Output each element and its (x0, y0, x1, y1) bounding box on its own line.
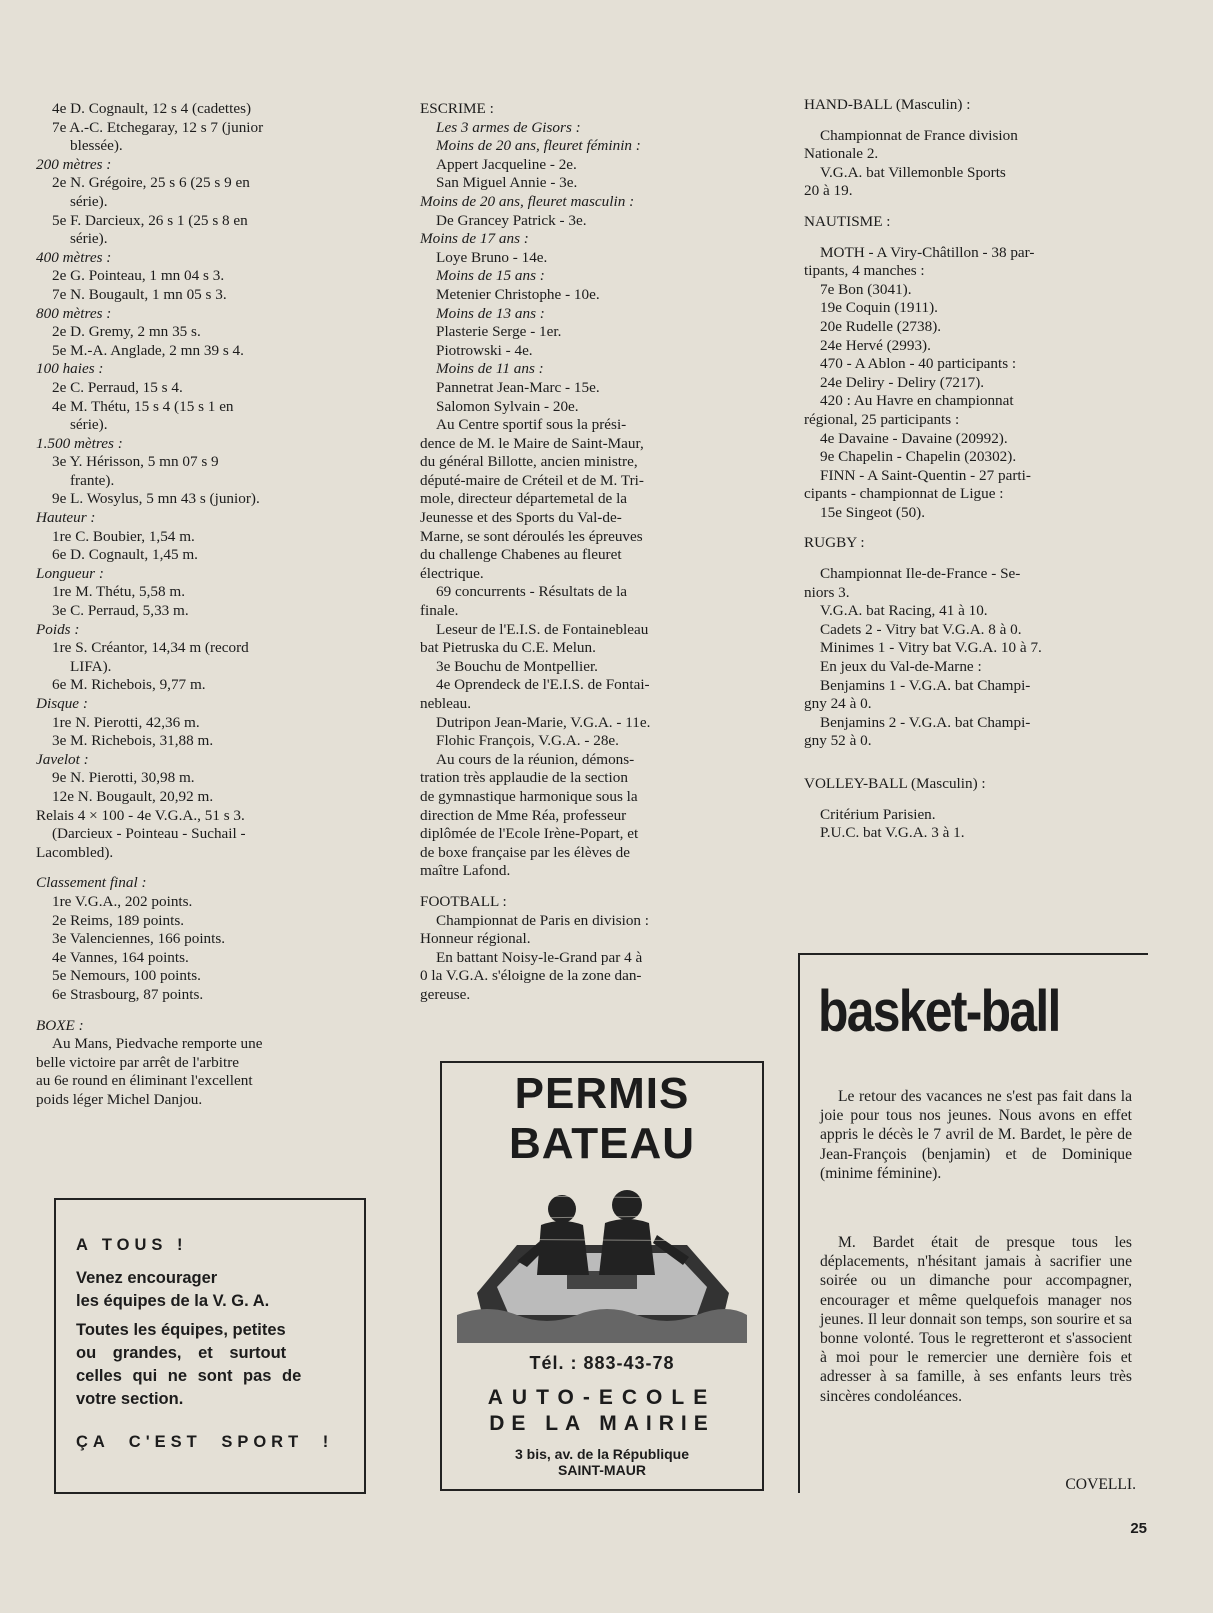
text-line: série). (70, 230, 108, 248)
text-line: Piotrowski - 4e. (436, 341, 533, 359)
section-heading: 200 mètres : (36, 155, 112, 173)
text-line: belle victoire par arrêt de l'arbitre (36, 1053, 240, 1071)
text-line: Benjamins 2 - V.G.A. bat Champi- (820, 713, 1031, 731)
text-line: 24e Deliry - Deliry (7217). (820, 373, 985, 391)
text-line: 2e D. Gremy, 2 mn 35 s. (52, 323, 201, 341)
text-line: gereuse. (420, 985, 471, 1003)
text-line: Appert Jacqueline - 2e. (436, 155, 577, 173)
text-line: 2e G. Pointeau, 1 mn 04 s 3. (52, 267, 225, 285)
section-heading: Disque : (36, 695, 88, 712)
section-heading: BOXE : (36, 1016, 84, 1034)
text-line: 2e N. Grégoire, 25 s 6 (25 s 9 en (52, 174, 250, 192)
text-line: De Grancey Patrick - 3e. (436, 211, 587, 229)
text-line: V.G.A. bat Villemonble Sports (820, 163, 1006, 181)
text-line: direction de Mme Réa, professeur (420, 806, 627, 824)
text-line: 4e M. Thétu, 15 s 4 (15 s 1 en (52, 397, 234, 415)
text-line: Relais 4 × 100 - 4e V.G.A., 51 s 3. (36, 806, 245, 824)
text-line: Benjamins 1 - V.G.A. bat Champi- (820, 676, 1031, 694)
text-line: tipants, 4 manches : (804, 262, 925, 280)
text-line: MOTH - A Viry-Châtillon - 38 par- (820, 243, 1035, 261)
text-line: 4e D. Cognault, 12 s 4 (cadettes) (52, 100, 252, 117)
text-line: 4e Oprendeck de l'E.I.S. de Fontai- (436, 676, 650, 694)
text-line: niors 3. (804, 583, 850, 601)
section-heading: Longueur : (36, 564, 104, 582)
text-line: 4e Davaine - Davaine (20992). (820, 429, 1008, 447)
text-line: du challenge Chabenes au fleuret (420, 546, 622, 564)
section-heading: Moins de 20 ans, fleuret masculin : (420, 192, 635, 210)
text-line: 3e Bouchu de Montpellier. (436, 657, 598, 675)
text-line: Critérium Parisien. (820, 805, 936, 823)
text-line: cipants - championnat de Ligue : (804, 485, 1004, 503)
text-line: 1re C. Boubier, 1,54 m. (52, 527, 195, 545)
page-number: 25 (1130, 1520, 1147, 1537)
handball-nautisme-rugby-column (804, 96, 1136, 843)
section-heading: Poids : (36, 620, 80, 638)
text-line: 9e L. Wosylus, 5 mn 43 s (junior). (52, 490, 260, 508)
text-line: 19e Coquin (1911). (820, 299, 938, 317)
spacer (804, 522, 1136, 534)
spacer (420, 881, 760, 893)
text-line: HAND-BALL (Masculin) : (804, 96, 971, 113)
text-line: 1re V.G.A., 202 points. (52, 892, 193, 910)
spacer (804, 232, 1136, 244)
text-line: 2e C. Perraud, 15 s 4. (52, 378, 183, 396)
permis-bateau-ad (440, 1061, 764, 1491)
slogan: ÇA C'EST SPORT ! (76, 1433, 334, 1451)
section-heading: Hauteur : (36, 509, 96, 527)
athletics-results-column (36, 100, 366, 1109)
ad-address-line1: 3 bis, av. de la République (514, 1446, 689, 1462)
section-heading: 800 mètres : (36, 304, 112, 322)
text-line: 5e Nemours, 100 points. (52, 967, 201, 985)
text-line: 15e Singeot (50). (820, 503, 926, 521)
ad-school-line1: AUTO-ECOLE (487, 1386, 717, 1409)
section-heading: Moins de 20 ans, fleuret féminin : (436, 137, 641, 155)
text-line: NAUTISME : (804, 212, 891, 230)
spacer (804, 115, 1136, 127)
text-line: blessée). (70, 137, 123, 155)
text-line: Pannetrat Jean-Marc - 15e. (436, 378, 600, 396)
text-line: FOOTBALL : (420, 892, 507, 910)
tous-line: les équipes de la V. G. A. (76, 1292, 270, 1310)
text-line: 3e M. Richebois, 31,88 m. (52, 732, 214, 750)
text-line: 3e Valenciennes, 166 points. (52, 930, 226, 948)
text-line: Marne, se sont déroulés les épreuves (420, 527, 643, 545)
text-line: tration très applaudie de la section (420, 769, 628, 787)
text-line: mole, directeur départemetal de la (420, 490, 628, 508)
text-line: nebleau. (420, 695, 472, 712)
text-line: En jeux du Val-de-Marne : (820, 658, 982, 676)
text-line: maître Lafond. (420, 862, 511, 880)
text-line: 6e D. Cognault, 1,45 m. (52, 546, 198, 564)
text-line: député-maire de Créteil et de M. Tri- (420, 471, 644, 489)
text-line: série). (70, 192, 108, 210)
text-line: En battant Noisy-le-Grand par 4 à (436, 948, 643, 966)
text-line: Cadets 2 - Vitry bat V.G.A. 8 à 0. (820, 620, 1022, 638)
ad-title-line2: BATEAU (508, 1119, 696, 1168)
text-line: Championnat Ile-de-France - Se- (820, 565, 1021, 583)
text-line: 7e A.-C. Etchegaray, 12 s 7 (junior (52, 118, 264, 136)
basket-ball-section (798, 953, 1148, 1493)
text-line: régional, 25 participants : (804, 410, 960, 428)
text-line: gny 52 à 0. (804, 732, 872, 750)
tous-line: votre section. (76, 1390, 184, 1408)
text-line: Salomon Sylvain - 20e. (436, 397, 579, 415)
text-line: dence de M. le Maire de Saint-Maur, (420, 434, 644, 452)
text-line: 9e N. Pierotti, 30,98 m. (52, 769, 195, 787)
text-line: VOLLEY-BALL (Masculin) : (804, 775, 986, 792)
text-line: de boxe française par les élèves de (420, 843, 630, 861)
tous-line: Venez encourager (76, 1269, 218, 1287)
boat-illustration (457, 1175, 747, 1343)
section-heading: Moins de 11 ans : (436, 360, 544, 378)
text-line: Jeunesse et des Sports du Val-de- (420, 509, 622, 527)
text-line: gny 24 à 0. (804, 695, 872, 713)
text-line: Au Mans, Piedvache remporte une (52, 1035, 263, 1053)
text-line: 1re N. Pierotti, 42,36 m. (52, 713, 200, 731)
text-line: 6e Strasbourg, 87 points. (52, 985, 204, 1003)
ad-address-line2: SAINT-MAUR (558, 1462, 646, 1478)
text-line: Dutripon Jean-Marie, V.G.A. - 11e. (436, 713, 651, 731)
text-line: finale. (420, 602, 459, 620)
text-line: Championnat de France division (820, 126, 1018, 144)
a-tous-box (54, 1198, 366, 1494)
text-line: 2e Reims, 189 points. (52, 911, 185, 929)
section-heading: 100 haies : (36, 360, 104, 378)
text-line: 7e Bon (3041). (820, 280, 912, 298)
text-line: 3e C. Perraud, 5,33 m. (52, 602, 189, 620)
text-line: LIFA). (70, 657, 112, 675)
section-heading: Moins de 13 ans : (436, 304, 545, 322)
tous-line: Toutes les équipes, petites (76, 1321, 286, 1339)
text-line: série). (70, 416, 108, 434)
text-line: (Darcieux - Pointeau - Suchail - (52, 825, 246, 843)
ad-title-line1: PERMIS (514, 1069, 690, 1118)
text-line: 420 : Au Havre en championnat (820, 392, 1014, 410)
text-line: poids léger Michel Danjou. (36, 1090, 203, 1108)
section-heading: Moins de 17 ans : (420, 230, 529, 248)
basket-paragraph-2: M. Bardet était de presque tous les déplacements, n'hésitant jamais à sacrifier une soirée ou un dimanche pour accompagner, encourager et même quelquefois manager nos jeunes. Il leur donnait son temps, son sourire et sa bonne volonté. Tous le regretteront et s'associent à moi pour le remercier une dernière fois et adresser à sa famille, à ses enfants leurs très sincères condoléances. (820, 1234, 1132, 1405)
ad-school-line2: DE LA MAIRIE (489, 1412, 715, 1435)
text-line: diplômée de l'Ecole Irène-Popart, et (420, 825, 639, 843)
tous-line: celles qui ne sont pas de (76, 1367, 302, 1385)
text-line: Flohic François, V.G.A. - 28e. (436, 732, 619, 750)
text-line: 9e Chapelin - Chapelin (20302). (820, 448, 1017, 466)
text-line: 1re S. Créantor, 14,34 m (record (52, 639, 249, 657)
text-line: 69 concurrents - Résultats de la (436, 583, 628, 601)
basket-paragraph-1: Le retour des vacances ne s'est pas fait dans la joie pour tous nos jeunes. Nous avons en effet appris le décès le 7 avril de M. Bardet, le père de Jean-François (benjamin) et de Dominique (minime féminine). (820, 1088, 1132, 1182)
text-line: Minimes 1 - Vitry bat V.G.A. 10 à 7. (820, 639, 1042, 657)
spacer (804, 553, 1136, 565)
text-line: 4e Vannes, 164 points. (52, 948, 189, 966)
text-line: Au Centre sportif sous la prési- (436, 416, 627, 434)
tous-line: ou grandes, et surtout (76, 1344, 287, 1362)
text-line: P.U.C. bat V.G.A. 3 à 1. (820, 824, 965, 842)
text-line: Championnat de Paris en division : (436, 911, 650, 929)
text-line: bat Pietruska du C.E. Melun. (420, 639, 596, 657)
text-line: 20 à 19. (804, 182, 853, 200)
text-line: Leseur de l'E.I.S. de Fontainebleau (436, 620, 649, 638)
text-line: 24e Hervé (2993). (820, 336, 931, 354)
text-line: V.G.A. bat Racing, 41 à 10. (820, 602, 988, 620)
section-heading: Classement final : (36, 874, 147, 892)
text-line: du général Billotte, ancien ministre, (420, 453, 638, 471)
text-line: Honneur régional. (420, 930, 531, 948)
text-line: ESCRIME : (420, 100, 494, 117)
text-line: Nationale 2. (804, 145, 879, 163)
text-line: FINN - A Saint-Quentin - 27 parti- (820, 466, 1031, 484)
section-heading: 1.500 mètres : (36, 434, 123, 452)
text-line: 20e Rudelle (2738). (820, 317, 942, 335)
fencing-football-column (420, 100, 760, 1005)
text-line: 470 - A Ablon - 40 participants : (820, 355, 1017, 373)
text-line: 0 la V.G.A. s'éloigne de la zone dan- (420, 967, 642, 985)
text-line: 7e N. Bougault, 1 mn 05 s 3. (52, 285, 227, 303)
text-line: RUGBY : (804, 534, 865, 552)
a-tous-title: A TOUS ! (76, 1236, 188, 1254)
text-line: San Miguel Annie - 3e. (436, 174, 578, 192)
spacer (804, 751, 1136, 763)
text-line: Au cours de la réunion, démons- (436, 750, 635, 768)
text-line: 12e N. Bougault, 20,92 m. (52, 787, 214, 805)
text-line: Loye Bruno - 14e. (436, 248, 548, 266)
text-line: de gymnastique harmonique sous la (420, 787, 638, 805)
text-line: Plasterie Serge - 1er. (436, 323, 562, 341)
spacer (804, 201, 1136, 213)
text-line: 5e M.-A. Anglade, 2 mn 39 s 4. (52, 341, 244, 359)
spacer (36, 1005, 366, 1017)
section-heading: Javelot : (36, 750, 89, 768)
section-heading: 400 mètres : (36, 248, 112, 266)
text-line: frante). (70, 471, 115, 489)
text-line: au 6e round en éliminant l'excellent (36, 1072, 253, 1090)
ad-telephone: Tél. : 883-43-78 (529, 1353, 675, 1373)
spacer (804, 794, 1136, 806)
basket-signature: COVELLI. (1065, 1476, 1136, 1493)
section-heading: Les 3 armes de Gisors : (436, 118, 581, 136)
text-line: 6e M. Richebois, 9,77 m. (52, 676, 206, 694)
section-heading: Moins de 15 ans : (436, 267, 545, 285)
spacer (804, 763, 1136, 775)
text-line: Lacombled). (36, 843, 114, 861)
text-line: 1re M. Thétu, 5,58 m. (52, 583, 186, 601)
text-line: 5e F. Darcieux, 26 s 1 (25 s 8 en (52, 211, 248, 229)
basket-ball-title: basket-ball (818, 979, 1060, 1044)
text-line: 3e Y. Hérisson, 5 mn 07 s 9 (52, 453, 219, 471)
text-line: électrique. (420, 564, 484, 582)
spacer (36, 862, 366, 874)
text-line: Metenier Christophe - 10e. (436, 285, 600, 303)
